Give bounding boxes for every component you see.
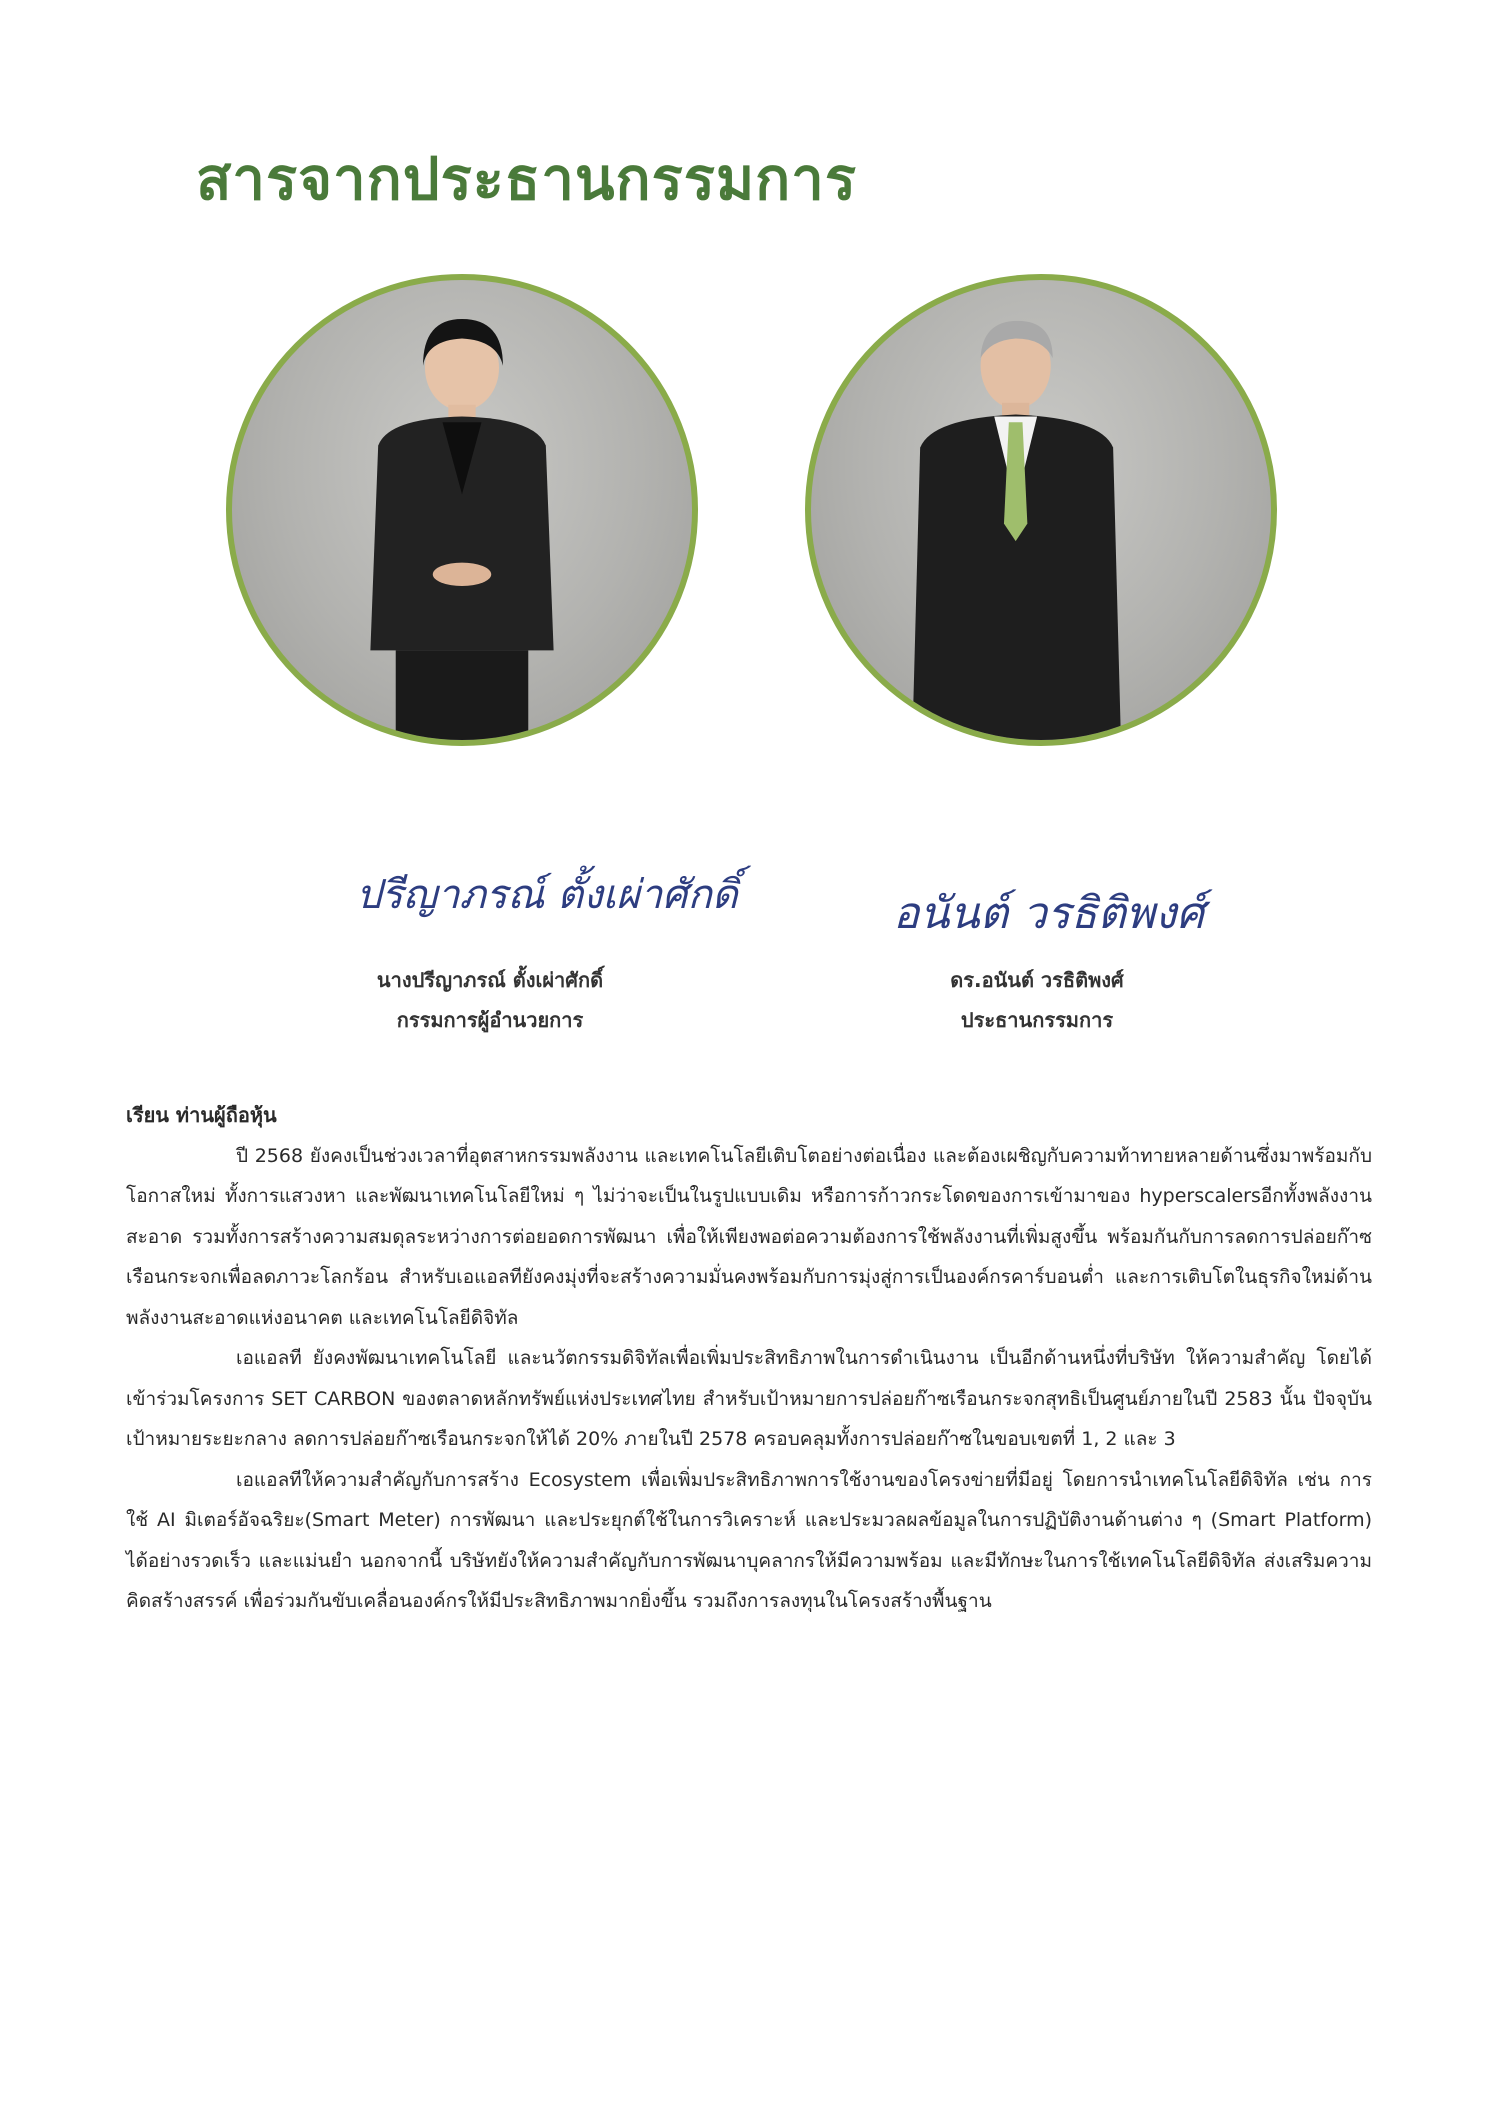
letter-paragraph-1: ปี 2568 ยังคงเป็นช่วงเวลาที่อุตสาหกรรมพลังงาน และเทคโนโลยีเติบโตอย่างต่อเนื่อง และต้องเผชิญกับความท้าทายหลายด้านซึ่งมาพร้อมกับโอกาสใหม่ ทั้งการแสวงหา และพัฒนาเทคโนโลยีใหม่ ๆ ไม่ว่าจะเป็นในรูปแบบเดิม หรือการก้าวกระโดดของการเข้ามาของ hyperscalersอีกทั้งพลังงานสะอาด รวมทั้งการสร้างความสมดุลระหว่างการต่อยอดการพัฒนา เพื่อให้เพียงพอต่อความต้องการใช้พลังงานที่เพิ่มสูงขึ้น พร้อมกันกับการลดการปล่อยก๊าซเรือนกระจกเพื่อลดภาวะโลกร้อน สำหรับเอแอลทียังคงมุ่งที่จะสร้างความมั่นคงพร้อมกับการมุ่งสู่การเป็นองค์กรคาร์บอนต่ำ และการเติบโตในธุรกิจใหม่ด้านพลังงานสะอาดแห่งอนาคต และเทคโนโลยีดิจิทัล [126, 1144, 1372, 1329]
signatory-position: กรรมการผู้อำนวยการ [396, 1008, 584, 1032]
signatory-name: ดร.อนันต์ วรธิติพงศ์ [950, 968, 1124, 992]
letter-body [126, 1095, 1372, 1622]
signatory-chairman [817, 960, 1257, 1040]
letter-salutation: เรียน ท่านผู้ถือหุ้น [126, 1103, 277, 1127]
portrait-managing-director [226, 274, 698, 746]
portrait-chairman [805, 274, 1277, 746]
page-title: สารจากประธานกรรมการ [196, 145, 858, 213]
signature-managing-director: ปรีญาภรณ์ ตั้งเผ่าศักดิ์ [356, 872, 738, 918]
portrait-figure-woman [232, 280, 692, 740]
letter-paragraph-3: เอแอลทีให้ความสำคัญกับการสร้าง Ecosystem เพื่อเพิ่มประสิทธิภาพการใช้งานของโครงข่ายที่มีอยู่ โดยการนำเทคโนโลยีดิจิทัล เช่น การใช้ AI มิเตอร์อัจฉริยะ(Smart Meter) การพัฒนา และประยุกต์ใช้ในการวิเคราะห์ และประมวลผลข้อมูลในการปฏิบัติงานด้านต่าง ๆ (Smart Platform) ได้อย่างรวดเร็ว และแม่นยำ นอกจากนี้ บริษัทยังให้ความสำคัญกับการพัฒนาบุคลากรให้มีความพร้อม และมีทักษะในการใช้เทคโนโลยีดิจิทัล ส่งเสริมความคิดสร้างสรรค์ เพื่อร่วมกันขับเคลื่อนองค์กรให้มีประสิทธิภาพมากยิ่งขึ้น รวมถึงการลงทุนในโครงสร้างพื้นฐาน [126, 1468, 1372, 1612]
portrait-figure-man [811, 280, 1271, 740]
signatory-managing-director [270, 960, 710, 1040]
signatory-name: นางปรีญาภรณ์ ตั้งเผ่าศักดิ์ [376, 968, 604, 992]
signature-chairman: อนันต์ วรธิติพงศ์ [893, 888, 1205, 939]
letter-paragraph-2: เอแอลที ยังคงพัฒนาเทคโนโลยี และนวัตกรรมดิจิทัลเพื่อเพิ่มประสิทธิภาพในการดำเนินงาน เป็นอีกด้านหนึ่งที่บริษัท ให้ความสำคัญ โดยได้เข้าร่วมโครงการ SET CARBON ของตลาดหลักทรัพย์แห่งประเทศไทย สำหรับเป้าหมายการปล่อยก๊าซเรือนกระจกสุทธิเป็นศูนย์ภายในปี 2583 นั้น ปัจจุบันเป้าหมายระยะกลาง ลดการปล่อยก๊าซเรือนกระจกให้ได้ 20% ภายในปี 2578 ครอบคลุมทั้งการปล่อยก๊าซในขอบเขตที่ 1, 2 และ 3 [126, 1347, 1372, 1450]
signatory-position: ประธานกรรมการ [960, 1008, 1114, 1032]
